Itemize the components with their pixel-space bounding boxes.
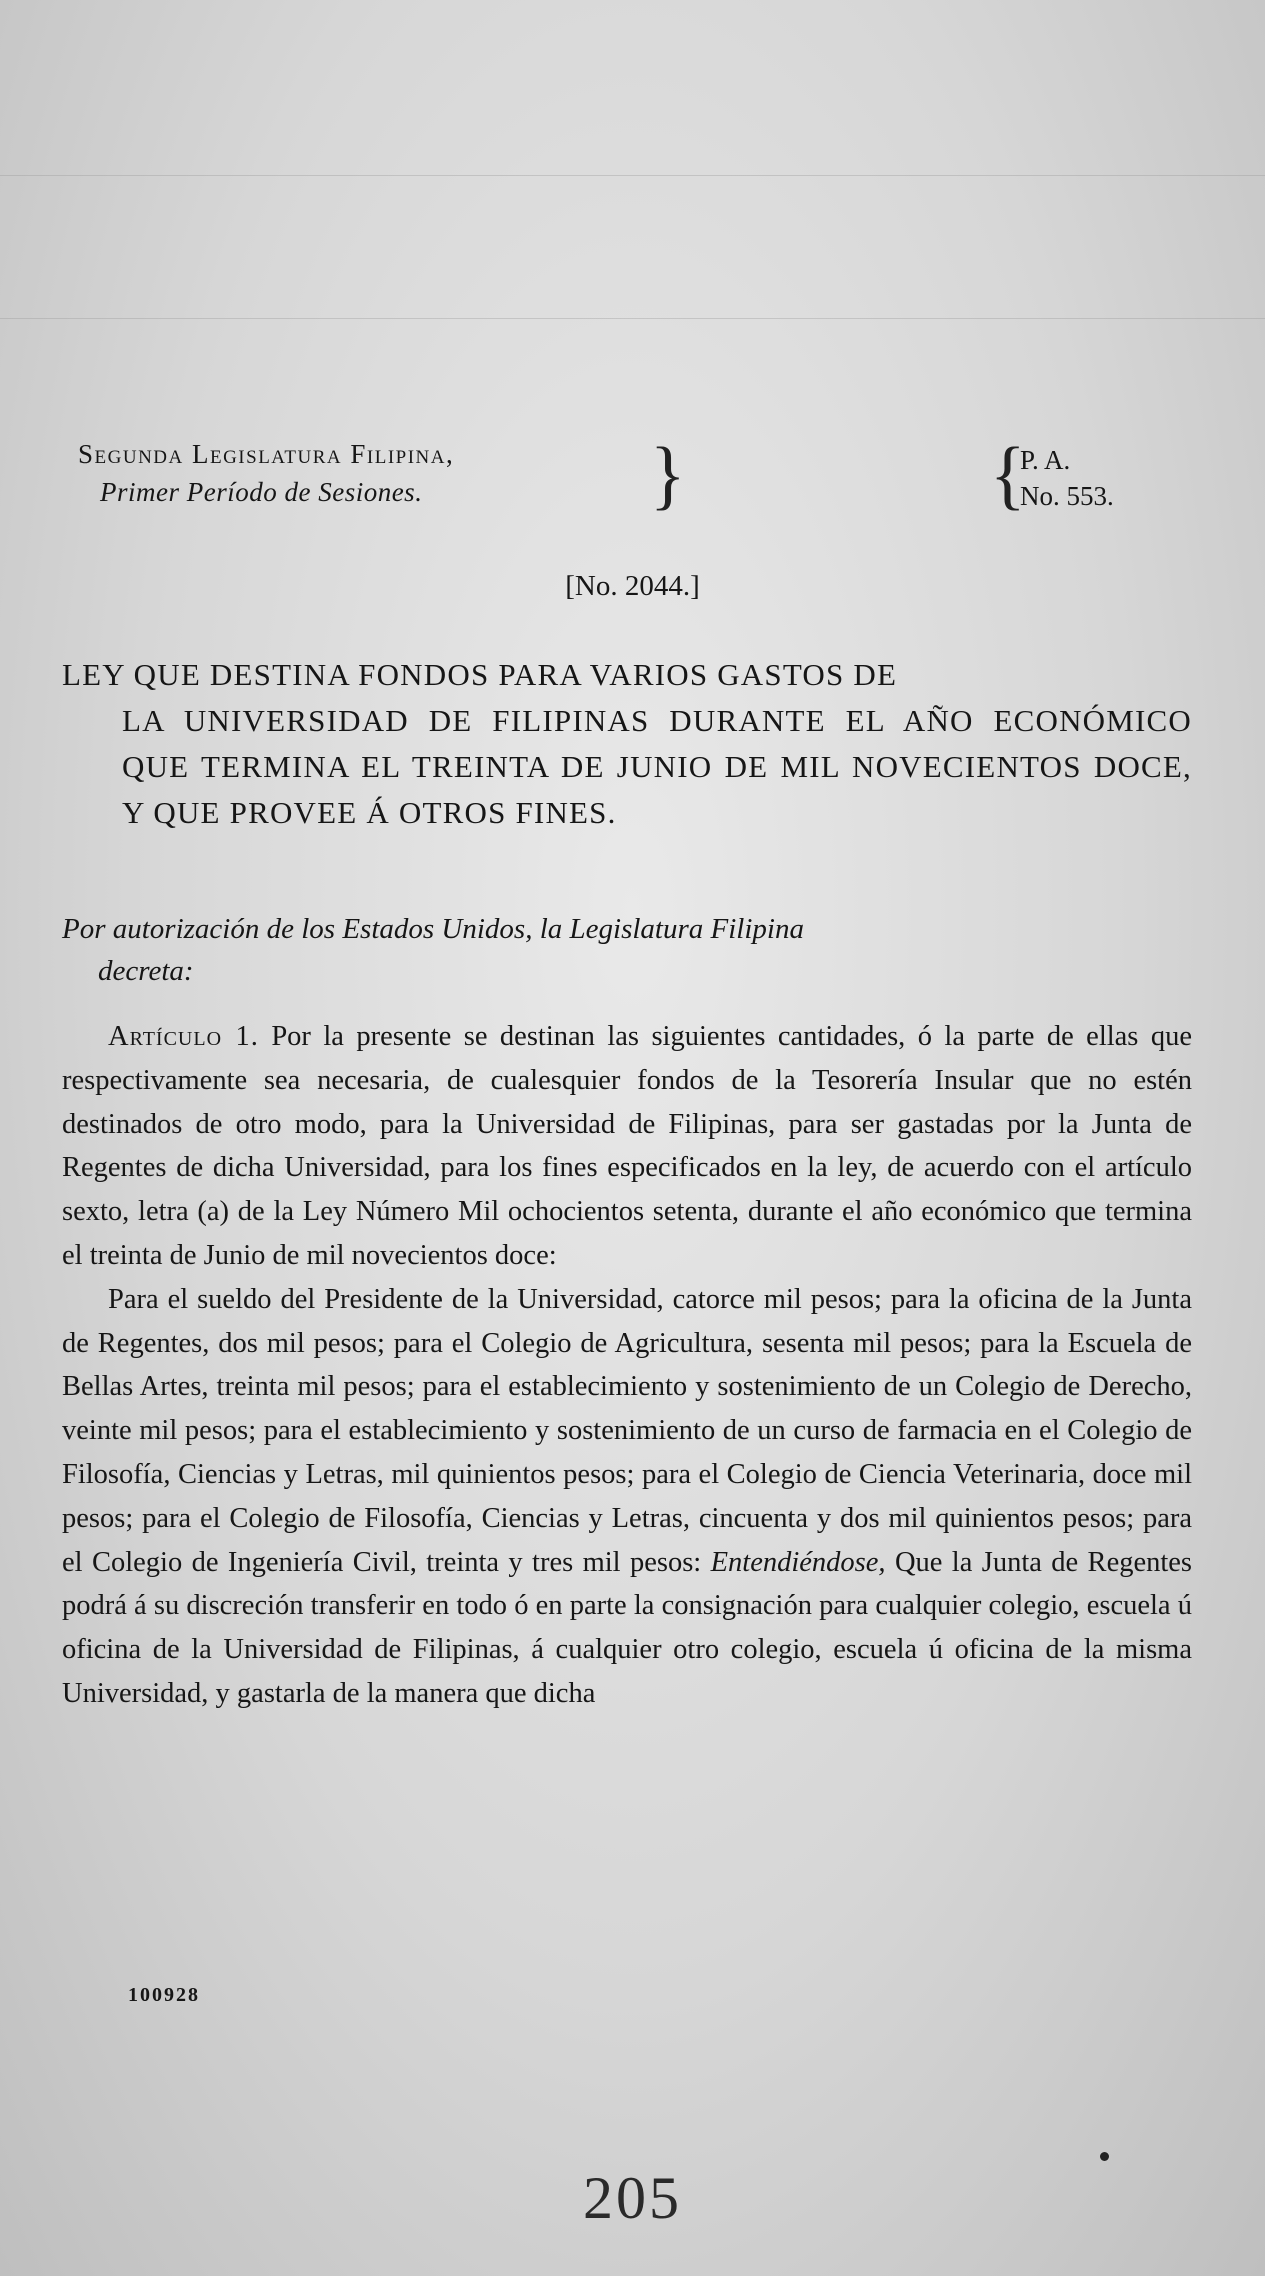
act-number: [No. 2044.] (565, 570, 700, 602)
printer-code: 100928 (128, 1984, 200, 2006)
act-body (62, 1015, 1192, 1716)
article-1 (62, 1015, 1192, 1278)
scan-artifact-line (0, 175, 1265, 176)
session-line: Primer Período de Sesiones. (100, 477, 423, 507)
enacting-clause-line2: decreta: (98, 955, 194, 987)
appropriations-paragraph (62, 1278, 1192, 1716)
enacting-clause (62, 908, 1192, 992)
article-label: Artículo 1. (108, 1021, 259, 1052)
act-title (62, 652, 1192, 836)
session-header (78, 435, 454, 511)
proviso-text: Que la Junta de Regentes podrá á su discreción transferir en todo ó en parte la consignación para cualquier colegio, escuela ú oficina de la Universidad de Filipinas, á cualquier otro colegio, escuela ú oficina de la misma Universidad, y gastarla de la manera que dicha (62, 1546, 1193, 1709)
act-title-line1: LEY QUE DESTINA FONDOS PARA VARIOS GASTOS DE (62, 657, 898, 692)
bill-reference (1020, 442, 1114, 514)
article-1-text: Por la presente se destinan las siguientes cantidades, ó la parte de ellas que respectivamente sea necesaria, de cualesquier fondos de la Tesorería Insular que no estén destinados de otro modo, para la Universidad de Filipinas, para ser gastadas por la Junta de Regentes de dicha Universidad, para los fines especificados en la ley, de acuerdo con el artículo sexto, letra (a) de la Ley Número Mil ochocientos setenta, durante el año económico que termina el treinta de Junio de mil novecientos doce: (62, 1021, 1192, 1271)
page-number: 205 (583, 2165, 682, 2231)
right-brace-glyph: } (650, 431, 686, 519)
proviso-label: Entendiéndose, (710, 1546, 886, 1578)
act-title-rest: LA UNIVERSIDAD DE FILIPINAS DURANTE EL AÑO ECONÓMICO QUE TERMINA EL TREINTA DE JUNIO DE MIL NOVECIENTOS DOCE, Y QUE PROVEE Á OTROS FINES. (122, 703, 1192, 830)
legislature-line: Segunda Legislatura Filipina, (78, 439, 455, 469)
ink-dot (1100, 2152, 1109, 2161)
appropriations-text: Para el sueldo del Presidente de la Universidad, catorce mil pesos; para la oficina de la Junta de Regentes, dos mil pesos; para el Colegio de Agricultura, sesenta mil pesos; para la Escuela de Bellas Artes, treinta mil pesos; para el establecimiento y sostenimiento de un Colegio de Derecho, veinte mil pesos; para el establecimiento y sostenimiento de un curso de farmacia en el Colegio de Filosofía, Ciencias y Letras, mil quinientos pesos; para el Colegio de Ciencia Veterinaria, doce mil pesos; para el Colegio de Filosofía, Ciencias y Letras, cincuenta y dos mil quinientos pesos; para el Colegio de Ingeniería Civil, treinta y tres mil pesos: (62, 1283, 1192, 1578)
scan-artifact-line (0, 318, 1265, 319)
enacting-clause-line1: Por autorización de los Estados Unidos, la Legislatura Filipina (62, 913, 804, 945)
bill-number: No. 553. (1020, 481, 1114, 511)
bill-type: P. A. (1020, 445, 1071, 475)
left-brace-glyph: { (990, 431, 1026, 519)
